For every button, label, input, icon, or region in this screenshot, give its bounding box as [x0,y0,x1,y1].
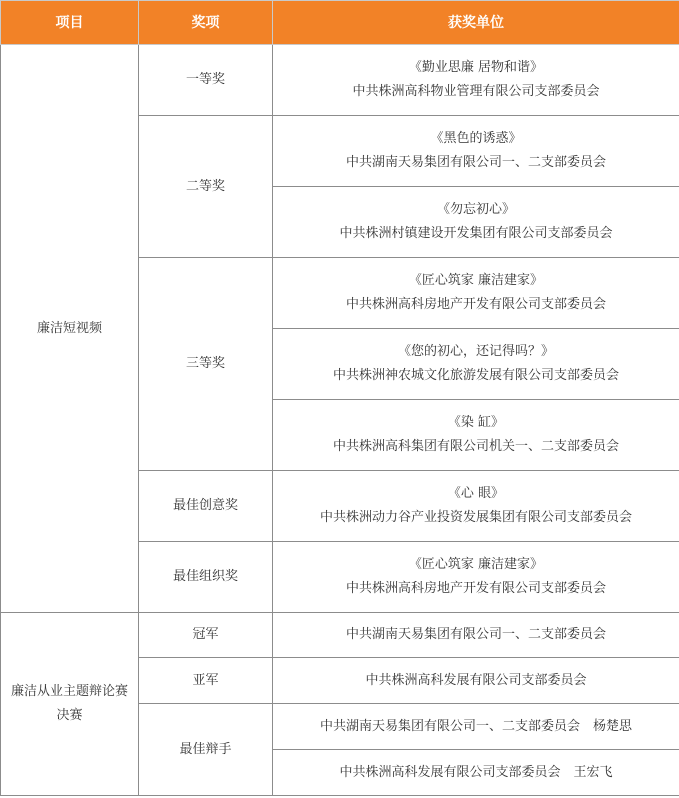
project-cell: 廉洁短视频 [1,45,139,613]
winner-cell [273,400,679,471]
unit-name: 中共湖南天易集团有限公司一、二支部委员会 [345,627,606,642]
unit-name: 中共株洲高科房地产开发有限公司支部委员会 [345,581,606,596]
work-title: 《勤业思廉 居物和谐》 [408,60,544,75]
header-winner: 获奖单位 [273,1,679,45]
table-row [1,45,679,116]
unit-name: 中共株洲神农城文化旅游发展有限公司支部委员会 [332,368,619,383]
work-title: 《匠心筑家 廉洁建家》 [408,273,544,288]
table-row [1,613,679,658]
award-cell: 最佳组织奖 [139,542,273,613]
unit-name: 中共株洲高科集团有限公司机关一、二支部委员会 [332,439,619,454]
award-cell: 二等奖 [139,116,273,258]
award-cell: 最佳创意奖 [139,471,273,542]
unit-name: 中共株洲高科发展有限公司支部委员会 [365,672,587,688]
award-cell: 冠军 [139,613,273,658]
winner-cell [273,750,679,796]
unit-name: 中共湖南天易集团有限公司一、二支部委员会 [345,155,606,170]
winner-cell [273,45,679,116]
unit-name: 中共株洲村镇建设开发集团有限公司支部委员会 [339,226,613,241]
work-title: 《黑色的诱惑》 [430,131,522,146]
winner-cell [273,116,679,187]
work-title: 《勿忘初心》 [436,202,515,217]
award-cell: 亚军 [139,658,273,704]
winner-cell [273,187,679,258]
winner-cell [273,658,679,704]
award-cell: 一等奖 [139,45,273,116]
winner-cell [273,704,679,750]
award-cell: 三等奖 [139,258,273,471]
winner-cell [273,258,679,329]
work-title: 《染 缸》 [447,415,505,430]
header-project: 项目 [1,1,139,45]
unit-name: 中共湖南天易集团有限公司一、二支部委员会 杨楚思 [319,718,632,734]
winner-cell [273,471,679,542]
work-title: 《您的初心，还记得吗？》 [397,344,554,359]
unit-name: 中共株洲动力谷产业投资发展集团有限公司支部委员会 [319,510,632,525]
header-award: 奖项 [139,1,273,45]
unit-name: 中共株洲高科房地产开发有限公司支部委员会 [345,297,606,312]
work-title: 《匠心筑家 廉洁建家》 [408,557,544,572]
project-cell: 廉洁从业主题辩论赛决赛 [1,613,139,796]
winner-cell [273,613,679,658]
work-title: 《心 眼》 [447,486,505,501]
header-row [1,1,679,45]
award-cell: 最佳辩手 [139,704,273,796]
winner-cell [273,329,679,400]
unit-name: 中共株洲高科物业管理有限公司支部委员会 [352,84,600,99]
winner-cell [273,542,679,613]
unit-name: 中共株洲高科发展有限公司支部委员会 王宏飞 [339,764,613,780]
